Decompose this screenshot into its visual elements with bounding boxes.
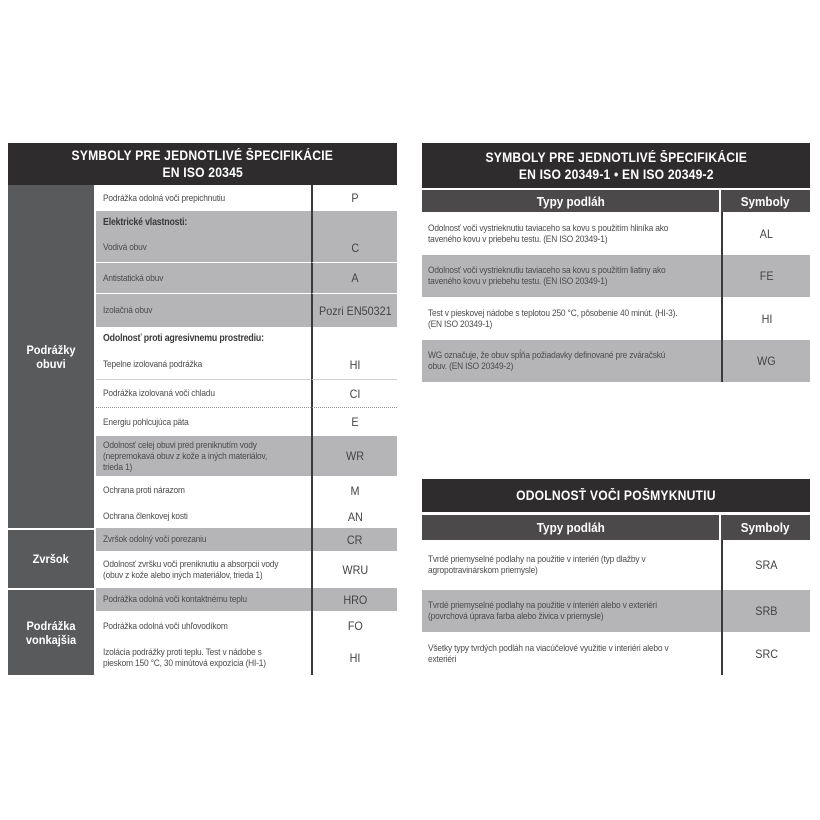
- table-row-symbol: [311, 611, 397, 641]
- table-row-symbol: [721, 255, 810, 297]
- table-row-symbol: [721, 590, 810, 632]
- symbol-text: AN: [347, 509, 363, 524]
- column-headers: [422, 190, 810, 212]
- symbol-text: P: [351, 191, 359, 205]
- table-row-description: [96, 380, 311, 408]
- table-row-description: [422, 632, 721, 675]
- table-en-iso-20345: [8, 143, 397, 675]
- table-row-description: [96, 505, 311, 528]
- table-row-description: [96, 528, 311, 551]
- table-row-symbol: [311, 185, 397, 211]
- table-row-description: [96, 588, 311, 611]
- row-group-label-text: Zvršok: [32, 552, 70, 566]
- table-row-description: [96, 233, 311, 263]
- description-text: Elektrické vlastnosti:: [103, 216, 188, 228]
- description-text: Tvrdé priemyselné podlahy na použitie v interiéri (typ dlažby v agropotravinárskom priemysle): [428, 554, 646, 576]
- symbol-text: HI: [349, 357, 361, 372]
- table-row-symbol: [311, 294, 397, 327]
- symbol-text: M: [350, 483, 360, 498]
- description-text: Podrážka odolná voči kontaktnému teplu: [103, 594, 247, 605]
- symbol-text: CI: [349, 386, 361, 401]
- table-row-symbol: [311, 233, 397, 263]
- table-row-description: [96, 408, 311, 436]
- table-row-description: [96, 263, 311, 294]
- symbol-text: E: [351, 415, 359, 429]
- table-row-symbol: [311, 588, 397, 611]
- symbol-text: CR: [347, 532, 363, 547]
- description-text: Odolnosť voči vystrieknutiu taviaceho sa kovu s použitím hliníka ako taveného kovu v priebehu testu. (EN ISO 20349-1): [428, 222, 669, 245]
- table-row-description: [96, 436, 311, 476]
- table-en-iso-20349: [422, 143, 810, 382]
- description-text: Tvrdé priemyselné podlahy na použitie v interiéri alebo v exteriéri (povrchová úprava farba alebo živica v priemysle): [428, 600, 657, 622]
- symbol-text: C: [351, 240, 359, 255]
- table-row-description: [422, 297, 721, 340]
- table-row-description: [422, 590, 721, 632]
- column-headers: [422, 515, 810, 540]
- table-row-description: [422, 212, 721, 255]
- table-body: [422, 212, 810, 382]
- column-header-floor-types: [422, 190, 721, 212]
- description-text: Odolnosť proti agresivnemu prostrediu:: [103, 333, 264, 344]
- table-row-description: [96, 551, 311, 588]
- table-title-line1: ODOLNOSŤ VOČI POŠMYKNUTIU: [516, 488, 716, 503]
- row-group-label: [8, 185, 96, 528]
- description-text: Vodivá obuv: [103, 242, 147, 253]
- description-text: Odolnosť celej obuvi pred preniknutím vody (nepremokavá obuv z kože a iných materiálov, trieda 1): [103, 439, 268, 473]
- table-row-symbol: [311, 436, 397, 476]
- symbol-text: A: [351, 271, 359, 285]
- column-header-label: Typy podláh: [536, 193, 605, 209]
- table-row-symbol: [311, 263, 397, 294]
- table-title: [422, 143, 810, 188]
- description-text: Odolnosť zvršku voči preniknutiu a absorpcii vody (obuv z kože alebo iných materiálov, trieda 1): [103, 558, 279, 581]
- symbol-text: AL: [759, 226, 774, 241]
- description-text: Energiu pohlcujúca päta: [103, 416, 189, 428]
- symbol-text: SRA: [755, 558, 778, 572]
- table-row-symbol: [311, 476, 397, 505]
- description-text: Tepelne izolovaná podrážka: [103, 359, 203, 370]
- row-group-label-text: Podrážka vonkajšia: [25, 618, 77, 647]
- table-row-description: [422, 255, 721, 297]
- table-title-line2: EN ISO 20349-1 • EN ISO 20349-2: [518, 166, 714, 182]
- description-text: Zvršok odolný voči porezaniu: [103, 534, 207, 545]
- description-text: Izolačná obuv: [103, 305, 153, 316]
- row-group-label: [8, 588, 96, 675]
- table-title-line2: EN ISO 20345: [162, 165, 243, 180]
- table-row-symbol: [311, 408, 397, 436]
- column-header-floor-types: [422, 515, 721, 540]
- table-row-description: [96, 327, 311, 350]
- table-row-symbol: [721, 297, 810, 340]
- table-title-line1: SYMBOLY PRE JEDNOTLIVÉ ŠPECIFIKÁCIE: [71, 148, 334, 163]
- table-title-line1: SYMBOLY PRE JEDNOTLIVÉ ŠPECIFIKÁCIE: [485, 149, 747, 165]
- table-row-symbol: [311, 551, 397, 588]
- row-group-label: [8, 528, 96, 588]
- symbol-text: WG: [757, 354, 776, 368]
- description-text: Ochrana proti nárazom: [103, 485, 185, 496]
- table-row-description: [96, 350, 311, 380]
- column-header-label: Symboly: [741, 520, 790, 535]
- symbol-text: HI: [349, 651, 361, 665]
- description-text: Izolácia podrážky proti teplu. Test v nádobe s pieskom 150 °C, 30 minútová expozícia (HI-1): [103, 647, 266, 669]
- table-row-symbol: [311, 211, 397, 233]
- table-row-description: [96, 611, 311, 641]
- symbol-text: SRB: [755, 604, 778, 618]
- description-text: Test v pieskovej nádobe s teplotou 250 °C, pôsobenie 40 minút. (HI-3). (EN ISO 20349-1): [428, 307, 678, 330]
- table-row-symbol: [311, 528, 397, 551]
- column-header-label: Typy podláh: [536, 520, 605, 535]
- table-slip-resistance: [422, 479, 810, 675]
- table-row-symbol: [311, 380, 397, 408]
- table-title: [8, 143, 397, 185]
- table-row-symbol: [721, 540, 810, 590]
- table-row-description: [422, 340, 721, 382]
- table-row-symbol: [311, 350, 397, 380]
- symbol-text: WR: [346, 449, 364, 463]
- table-row-description: [96, 185, 311, 211]
- table-body: [422, 540, 810, 675]
- description-text: WG označuje, že obuv spĺňa požiadavky definované pre zváračskú obuv. (EN ISO 20349-2): [428, 350, 666, 372]
- table-title: [422, 479, 810, 512]
- description-text: Podrážka odolná voči uhľovodíkom: [103, 620, 228, 632]
- table-row-symbol: [311, 327, 397, 350]
- column-header-symbols: [721, 515, 810, 540]
- symbol-text: WRU: [342, 562, 368, 577]
- symbol-text: Pozri EN50321: [318, 303, 392, 318]
- symbol-text: SRC: [755, 646, 778, 661]
- description-text: Odolnosť voči vystrieknutiu taviaceho sa kovu s použitím liatiny ako taveného kovu v priebehu testu. (EN ISO 20349-1): [428, 265, 666, 287]
- column-header-label: Symboly: [741, 193, 790, 209]
- table-row-description: [96, 211, 311, 233]
- description-text: Ochrana členkovej kosti: [103, 511, 188, 522]
- table-row-symbol: [721, 632, 810, 675]
- description-text: Podrážka odolná voči prepichnutiu: [103, 192, 226, 204]
- table-row-symbol: [311, 641, 397, 675]
- symbol-text: HI: [761, 311, 772, 326]
- table-row-symbol: [311, 505, 397, 528]
- description-text: Všetky typy tvrdých podláh na viacúčelové využitie v interiéri alebo v exteriéri: [428, 642, 669, 665]
- table-row-symbol: [721, 212, 810, 255]
- symbol-text: HRO: [342, 592, 367, 607]
- symbol-text: FO: [347, 619, 363, 633]
- table-row-description: [96, 641, 311, 675]
- table-row-description: [96, 476, 311, 505]
- column-header-symbols: [721, 190, 810, 212]
- symbol-text: FE: [759, 269, 774, 283]
- table-row-symbol: [721, 340, 810, 382]
- table-row-description: [422, 540, 721, 590]
- description-text: Podrážka izolovaná voči chladu: [103, 388, 215, 399]
- table-body: [8, 185, 397, 675]
- row-group-label-text: Podrážky obuvi: [26, 342, 76, 371]
- description-text: Antistatická obuv: [103, 272, 164, 284]
- table-row-description: [96, 294, 311, 327]
